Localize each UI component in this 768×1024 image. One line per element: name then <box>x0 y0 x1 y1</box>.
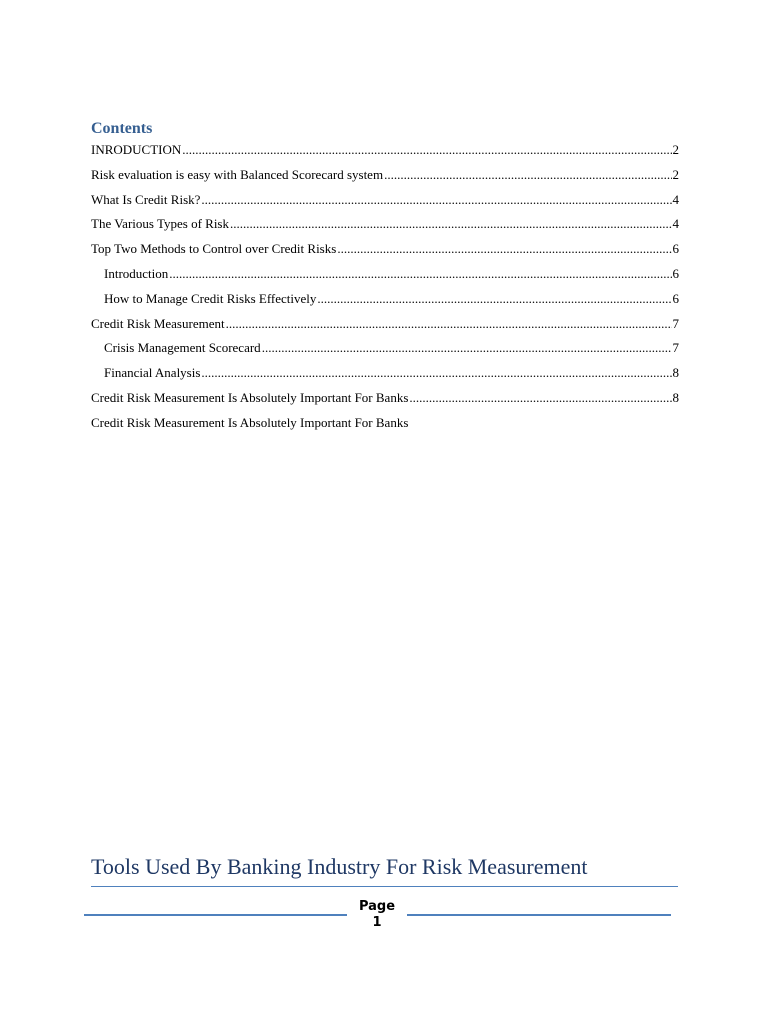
toc-entry-title: Credit Risk Measurement <box>91 315 225 331</box>
toc-entry-page: 6 <box>672 290 679 306</box>
toc-entry-page: 2 <box>672 166 679 182</box>
toc-entry-page: 4 <box>672 216 679 232</box>
toc-entry-page: 7 <box>672 315 679 331</box>
toc-leader-dots <box>384 167 671 183</box>
toc-leader-dots <box>230 216 672 232</box>
toc-leader-dots <box>201 192 671 208</box>
toc-entry-title: What Is Credit Risk? <box>91 191 201 207</box>
toc-entry-page: 6 <box>672 265 679 281</box>
toc-leader-dots <box>182 142 671 158</box>
toc-leader-dots <box>317 291 671 307</box>
table-of-contents <box>91 142 679 440</box>
toc-entry[interactable] <box>91 390 679 415</box>
title-underline <box>91 886 678 887</box>
toc-heading: Contents <box>91 120 153 137</box>
toc-leader-dots <box>169 266 671 282</box>
footer-rule-left <box>84 914 347 916</box>
page-number-label <box>347 899 407 931</box>
toc-leader-dots <box>226 316 672 332</box>
toc-entry-title: How to Manage Credit Risks Effectively <box>104 290 317 306</box>
toc-entry-title: Crisis Management Scorecard <box>104 340 261 356</box>
toc-entry[interactable] <box>91 192 679 217</box>
toc-entry-page: 7 <box>672 340 679 356</box>
toc-entry-title: INRODUCTION <box>91 142 182 157</box>
toc-entry-plain <box>91 415 679 440</box>
toc-entry-page: 2 <box>672 142 679 157</box>
toc-subentry[interactable] <box>91 266 679 291</box>
toc-entry-title: Introduction <box>104 265 169 281</box>
toc-entry-title: Financial Analysis <box>104 365 201 381</box>
toc-entry[interactable] <box>91 241 679 266</box>
toc-subentry[interactable] <box>91 291 679 316</box>
toc-entry-title: Risk evaluation is easy with Balanced Scorecard system <box>91 166 384 182</box>
toc-entry-title: The Various Types of Risk <box>91 216 229 232</box>
toc-leader-dots <box>201 365 671 381</box>
toc-entry-page: 8 <box>672 389 679 405</box>
toc-entry[interactable] <box>91 316 679 341</box>
toc-entry-title: Credit Risk Measurement Is Absolutely Important For Banks <box>91 414 409 430</box>
toc-entry-title: Top Two Methods to Control over Credit Risks <box>91 241 337 257</box>
toc-entry-page: 4 <box>672 191 679 207</box>
toc-leader-dots <box>262 340 672 356</box>
toc-entry[interactable] <box>91 142 679 167</box>
document-title: Tools Used By Banking Industry For Risk Measurement <box>91 854 588 879</box>
toc-entry-page: 6 <box>672 241 679 257</box>
toc-leader-dots <box>337 241 671 257</box>
toc-leader-dots <box>409 390 671 406</box>
toc-entry[interactable] <box>91 216 679 241</box>
toc-entry-title: Credit Risk Measurement Is Absolutely Important For Banks <box>91 389 409 405</box>
toc-subentry[interactable] <box>91 340 679 365</box>
toc-entry-page: 8 <box>672 365 679 381</box>
page-label: Page <box>358 899 396 914</box>
footer-rule-right <box>407 914 671 916</box>
toc-entry[interactable] <box>91 167 679 192</box>
toc-subentry[interactable] <box>91 365 679 390</box>
page-number: 1 <box>372 915 382 930</box>
